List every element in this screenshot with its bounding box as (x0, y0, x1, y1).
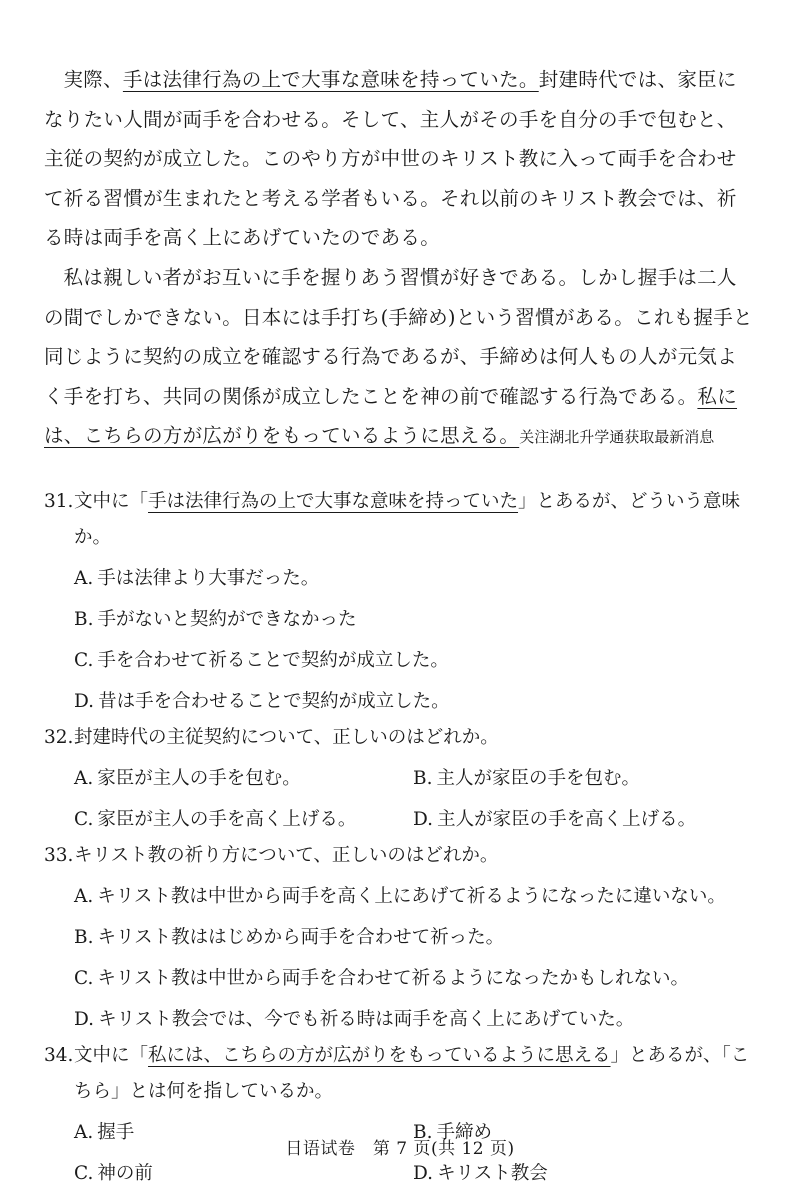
option-list (44, 756, 764, 838)
option-row (74, 797, 764, 838)
option-c[interactable] (74, 964, 689, 990)
stem-text-after: 」とあるが、「こちら」とは何を指しているか。 (74, 1045, 750, 1102)
reading-passage (44, 60, 756, 458)
option-letter: D. (74, 1008, 95, 1030)
paragraph-2-body: 私は親しい者がお互いに手を握りあう習慣が好きである。しかし握手は二人の間でしかできない。日本には手打ち(手締め)という習慣がある。これも握手と同じように契約の成立を確認する行為であるが、手締めは何人もの人が元気よく手を打ち、共同の関係が成立したことを神の前で確認する行為である。 (44, 265, 753, 408)
option-text: 握手 (97, 1121, 135, 1143)
question-stem (44, 1038, 764, 1110)
option-letter: B. (74, 608, 94, 630)
stem-text: キリスト教の祈り方について、正しいのはどれか。 (74, 845, 499, 866)
paragraph-1-body: 封建時代では、家臣になりたい人間が両手を合わせる。そして、主人がその手を自分の手で包むと、主従の契約が成立した。このやり方が中世のキリスト教に入って両手を合わせて祈る習慣が生まれたと考える学者もいる。それ以前のキリスト教会では、祈る時は両手を高く上にあげていたのである。 (44, 68, 737, 250)
option-d[interactable] (413, 1159, 752, 1185)
passage-paragraph-1 (44, 60, 756, 258)
option-c[interactable] (74, 1159, 413, 1185)
underlined-sentence-1: 手は法律行為の上で大事な意味を持っていた。 (122, 68, 539, 91)
option-text: 主人が家臣の手を包む。 (436, 767, 640, 789)
watermark-note: 关注湖北升学通获取最新消息 (519, 428, 715, 447)
option-c[interactable] (74, 646, 449, 672)
option-row (74, 679, 764, 720)
question-list (44, 484, 764, 1192)
option-row (74, 874, 764, 915)
option-text: 手締め (436, 1121, 492, 1143)
option-letter: B. (413, 767, 433, 789)
option-text: キリスト教は中世から両手を高く上にあげて祈るようになったに違いない。 (97, 885, 726, 907)
option-row (74, 638, 764, 679)
option-text: 家臣が主人の手を高く上げる。 (97, 808, 357, 830)
option-text: キリスト教は中世から両手を合わせて祈るようになったかもしれない。 (97, 967, 690, 989)
option-b[interactable] (413, 764, 752, 790)
option-letter: B. (413, 1121, 433, 1143)
question-number: 31. (44, 491, 74, 512)
option-d[interactable] (74, 1005, 634, 1031)
option-b[interactable] (74, 605, 357, 631)
option-letter: B. (74, 926, 94, 948)
option-letter: A. (74, 1121, 94, 1143)
option-list (44, 874, 764, 1038)
page-footer: 日语试卷 第 7 页(共 12 页) (285, 1139, 515, 1159)
underlined-sentence-2: 私には、こちらの方が広がりをもっているように思える。 (44, 384, 738, 448)
option-letter: A. (74, 885, 94, 907)
option-a[interactable] (74, 764, 413, 790)
option-c[interactable] (74, 805, 413, 831)
option-letter: A. (74, 567, 94, 589)
question-32 (44, 720, 764, 838)
option-text: 家臣が主人の手を包む。 (97, 767, 301, 789)
option-letter: C. (74, 967, 94, 989)
option-a[interactable] (74, 564, 319, 590)
question-31 (44, 484, 764, 720)
option-text: 手がないと契約ができなかった (97, 608, 357, 630)
question-stem (44, 720, 764, 756)
option-row (74, 997, 764, 1038)
question-stem (44, 484, 764, 556)
stem-text-before: 文中に「 (74, 1045, 149, 1066)
option-text: 手は法律より大事だった。 (97, 567, 320, 589)
stem-text-before: 文中に「 (74, 491, 149, 512)
option-text: 神の前 (97, 1162, 153, 1184)
stem-quote: 私には、こちらの方が広がりをもっているように思える (148, 1045, 611, 1066)
stem-text: 封建時代の主従契約について、正しいのはどれか。 (74, 727, 499, 748)
question-34 (44, 1038, 764, 1192)
question-stem (44, 838, 764, 874)
passage-paragraph-2 (44, 258, 756, 458)
option-text: 主人が家臣の手を高く上げる。 (437, 808, 697, 830)
option-text: キリスト教会 (437, 1162, 548, 1184)
option-list (44, 556, 764, 720)
question-number: 34. (44, 1045, 74, 1066)
option-letter: D. (74, 690, 95, 712)
option-text: 手を合わせて祈ることで契約が成立した。 (97, 649, 449, 671)
question-33 (44, 838, 764, 1038)
option-d[interactable] (74, 687, 450, 713)
option-letter: D. (413, 1162, 434, 1184)
option-row (74, 756, 764, 797)
option-d[interactable] (413, 805, 752, 831)
option-letter: A. (74, 767, 94, 789)
option-letter: C. (74, 649, 94, 671)
question-number: 32. (44, 727, 74, 748)
option-letter: D. (413, 808, 434, 830)
option-row (74, 956, 764, 997)
option-row (74, 915, 764, 956)
option-text: 昔は手を合わせることで契約が成立した。 (98, 690, 450, 712)
option-a[interactable] (74, 882, 726, 908)
option-letter: C. (74, 1162, 94, 1184)
option-b[interactable] (74, 923, 504, 949)
option-text: キリスト教会では、今でも祈る時は両手を高く上にあげていた。 (98, 1008, 635, 1030)
option-row (74, 556, 764, 597)
stem-text-after: 」とあるが、どういう意味か。 (74, 491, 741, 548)
option-letter: C. (74, 808, 94, 830)
option-text: キリスト教ははじめから両手を合わせて祈った。 (97, 926, 505, 948)
option-row (74, 597, 764, 638)
stem-quote: 手は法律行為の上で大事な意味を持っていた (148, 491, 519, 512)
paragraph-1-prefix: 実際、 (63, 68, 123, 91)
question-number: 33. (44, 845, 74, 866)
